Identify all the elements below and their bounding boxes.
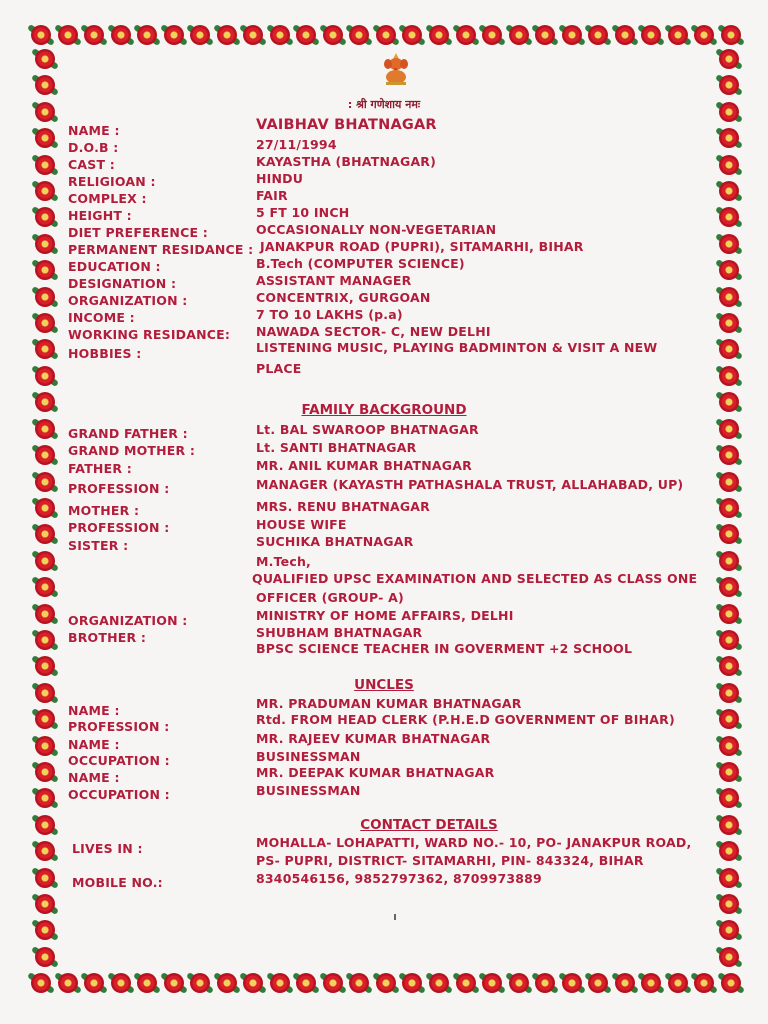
poinsettia-flower-icon xyxy=(718,946,740,968)
poinsettia-flower-icon xyxy=(718,233,740,255)
income-label: INCOME : xyxy=(68,310,135,325)
uncle2-name-value: MR. RAJEEV KUMAR BHATNAGAR xyxy=(256,731,491,746)
poinsettia-flower-icon xyxy=(34,550,56,572)
mantra-text: : श्री गणेशाय नमः xyxy=(347,98,421,111)
poinsettia-flower-icon xyxy=(718,312,740,334)
poinsettia-flower-icon xyxy=(718,761,740,783)
poinsettia-flower-icon xyxy=(561,972,583,994)
poinsettia-flower-icon xyxy=(693,972,715,994)
mother-profession-label: PROFESSION : xyxy=(68,520,170,535)
uncle1-name-label: NAME : xyxy=(68,703,120,718)
poinsettia-flower-icon xyxy=(640,24,662,46)
poinsettia-flower-icon xyxy=(83,972,105,994)
sister-label: SISTER : xyxy=(68,538,129,553)
poinsettia-flower-icon xyxy=(30,24,52,46)
working-residence-value: NAWADA SECTOR- C, NEW DELHI xyxy=(256,324,491,339)
name-label: NAME : xyxy=(68,123,120,138)
poinsettia-flower-icon xyxy=(718,127,740,149)
dob-value: 27/11/1994 xyxy=(256,137,337,152)
height-label: HEIGHT : xyxy=(68,208,132,223)
poinsettia-flower-icon xyxy=(295,972,317,994)
poinsettia-flower-icon xyxy=(718,154,740,176)
poinsettia-flower-icon xyxy=(720,24,742,46)
grandfather-label: GRAND FATHER : xyxy=(68,426,188,441)
brother-label: BROTHER : xyxy=(68,630,147,645)
poinsettia-flower-icon xyxy=(242,24,264,46)
father-label: FATHER : xyxy=(68,461,132,476)
poinsettia-flower-icon xyxy=(718,576,740,598)
poinsettia-flower-icon xyxy=(163,972,185,994)
grandfather-value: Lt. BAL SWAROOP BHATNAGAR xyxy=(256,422,479,437)
poinsettia-flower-icon xyxy=(587,24,609,46)
poinsettia-flower-icon xyxy=(242,972,264,994)
poinsettia-flower-icon xyxy=(614,24,636,46)
uncle1-profession-value: Rtd. FROM HEAD CLERK (P.H.E.D GOVERNMENT OF BIHAR) xyxy=(256,712,675,727)
poinsettia-flower-icon xyxy=(34,206,56,228)
father-profession-value: MANAGER (KAYASTH PATHASHALA TRUST, ALLAHABAD, UP) xyxy=(256,477,684,492)
ganesha-icon xyxy=(378,50,414,86)
poinsettia-flower-icon xyxy=(455,24,477,46)
poinsettia-flower-icon xyxy=(136,972,158,994)
poinsettia-flower-icon xyxy=(34,787,56,809)
poinsettia-flower-icon xyxy=(718,840,740,862)
cast-label: CAST : xyxy=(68,157,115,172)
poinsettia-flower-icon xyxy=(428,24,450,46)
diet-value: OCCASIONALLY NON-VEGETARIAN xyxy=(256,222,497,237)
poinsettia-flower-icon xyxy=(718,180,740,202)
poinsettia-flower-icon xyxy=(693,24,715,46)
grandmother-label: GRAND MOTHER : xyxy=(68,443,196,458)
poinsettia-flower-icon xyxy=(667,24,689,46)
poinsettia-flower-icon xyxy=(110,24,132,46)
poinsettia-flower-icon xyxy=(34,286,56,308)
poinsettia-flower-icon xyxy=(718,286,740,308)
uncle2-occupation-label: OCCUPATION : xyxy=(68,753,170,768)
poinsettia-flower-icon xyxy=(136,24,158,46)
poinsettia-flower-icon xyxy=(375,24,397,46)
dob-label: D.O.B : xyxy=(68,140,119,155)
poinsettia-flower-icon xyxy=(34,735,56,757)
lives-in-line2: PS- PUPRI, DISTRICT- SITAMARHI, PIN- 843324, BIHAR xyxy=(256,853,644,868)
poinsettia-flower-icon xyxy=(455,972,477,994)
poinsettia-flower-icon xyxy=(163,24,185,46)
poinsettia-flower-icon xyxy=(34,840,56,862)
poinsettia-flower-icon xyxy=(718,74,740,96)
education-value: B.Tech (COMPUTER SCIENCE) xyxy=(256,256,465,271)
poinsettia-flower-icon xyxy=(34,180,56,202)
poinsettia-flower-icon xyxy=(216,24,238,46)
poinsettia-flower-icon xyxy=(720,972,742,994)
hobbies-value-line1: LISTENING MUSIC, PLAYING BADMINTON & VISIT A NEW xyxy=(256,340,658,355)
poinsettia-flower-icon xyxy=(34,946,56,968)
uncle3-name-value: MR. DEEPAK KUMAR BHATNAGAR xyxy=(256,765,495,780)
poinsettia-flower-icon xyxy=(269,972,291,994)
father-profession-label: PROFESSION : xyxy=(68,481,170,496)
sister-organization-label: ORGANIZATION : xyxy=(68,613,188,628)
poinsettia-flower-icon xyxy=(718,550,740,572)
poinsettia-flower-icon xyxy=(34,576,56,598)
poinsettia-flower-icon xyxy=(481,972,503,994)
poinsettia-flower-icon xyxy=(718,471,740,493)
poinsettia-flower-icon xyxy=(57,24,79,46)
poinsettia-flower-icon xyxy=(34,655,56,677)
poinsettia-flower-icon xyxy=(34,154,56,176)
residence-label: PERMANENT RESIDANCE : xyxy=(68,242,254,257)
poinsettia-flower-icon xyxy=(34,338,56,360)
mobile-label: MOBILE NO.: xyxy=(72,875,163,890)
poinsettia-flower-icon xyxy=(34,444,56,466)
sister-achievement-line2: OFFICER (GROUP- A) xyxy=(256,590,404,605)
poinsettia-flower-icon xyxy=(718,259,740,281)
poinsettia-flower-icon xyxy=(34,48,56,70)
poinsettia-flower-icon xyxy=(718,48,740,70)
poinsettia-flower-icon xyxy=(34,497,56,519)
mother-label: MOTHER : xyxy=(68,503,140,518)
uncle3-occupation-value: BUSINESSMAN xyxy=(256,783,361,798)
complex-label: COMPLEX : xyxy=(68,191,147,206)
poinsettia-flower-icon xyxy=(348,972,370,994)
poinsettia-flower-icon xyxy=(718,338,740,360)
poinsettia-flower-icon xyxy=(34,259,56,281)
designation-value: ASSISTANT MANAGER xyxy=(256,273,412,288)
lives-in-line1: MOHALLA- LOHAPATTI, WARD NO.- 10, PO- JANAKPUR ROAD, xyxy=(256,835,692,850)
poinsettia-flower-icon xyxy=(718,893,740,915)
diet-label: DIET PREFERENCE : xyxy=(68,225,208,240)
poinsettia-flower-icon xyxy=(34,893,56,915)
poinsettia-flower-icon xyxy=(34,761,56,783)
religion-label: RELIGIOAN : xyxy=(68,174,156,189)
poinsettia-flower-icon xyxy=(508,972,530,994)
working-residence-label: WORKING RESIDANCE: xyxy=(68,327,231,342)
cast-value: KAYASTHA (BHATNAGAR) xyxy=(256,154,437,169)
hobbies-value-line2: PLACE xyxy=(256,361,302,376)
complex-value: FAIR xyxy=(256,188,288,203)
poinsettia-flower-icon xyxy=(83,24,105,46)
poinsettia-flower-icon xyxy=(534,972,556,994)
sister-value: SUCHIKA BHATNAGAR xyxy=(256,534,414,549)
poinsettia-flower-icon xyxy=(269,24,291,46)
poinsettia-flower-icon xyxy=(587,972,609,994)
height-value: 5 FT 10 INCH xyxy=(256,205,350,220)
brother-value: SHUBHAM BHATNAGAR xyxy=(256,625,423,640)
poinsettia-flower-icon xyxy=(34,708,56,730)
poinsettia-flower-icon xyxy=(34,919,56,941)
poinsettia-flower-icon xyxy=(34,867,56,889)
poinsettia-flower-icon xyxy=(401,24,423,46)
father-value: MR. ANIL KUMAR BHATNAGAR xyxy=(256,458,472,473)
uncle2-name-label: NAME : xyxy=(68,737,120,752)
poinsettia-flower-icon xyxy=(718,867,740,889)
poinsettia-flower-icon xyxy=(718,787,740,809)
organization-value: CONCENTRIX, GURGOAN xyxy=(256,290,431,305)
contact-details-heading: CONTACT DETAILS xyxy=(360,817,498,833)
poinsettia-flower-icon xyxy=(110,972,132,994)
poinsettia-flower-icon xyxy=(216,972,238,994)
poinsettia-flower-icon xyxy=(401,972,423,994)
poinsettia-flower-icon xyxy=(428,972,450,994)
poinsettia-flower-icon xyxy=(30,972,52,994)
poinsettia-flower-icon xyxy=(34,629,56,651)
poinsettia-flower-icon xyxy=(34,418,56,440)
education-label: EDUCATION : xyxy=(68,259,161,274)
poinsettia-flower-icon xyxy=(34,471,56,493)
name-value: VAIBHAV BHATNAGAR xyxy=(256,117,437,133)
poinsettia-flower-icon xyxy=(34,74,56,96)
uncle3-name-label: NAME : xyxy=(68,770,120,785)
residence-value: JANAKPUR ROAD (PUPRI), SITAMARHI, BIHAR xyxy=(260,239,584,254)
uncle2-occupation-value: BUSINESSMAN xyxy=(256,749,361,764)
organization-label: ORGANIZATION : xyxy=(68,293,188,308)
hobbies-label: HOBBIES : xyxy=(68,346,142,361)
poinsettia-flower-icon xyxy=(348,24,370,46)
poinsettia-flower-icon xyxy=(34,603,56,625)
poinsettia-flower-icon xyxy=(718,444,740,466)
poinsettia-flower-icon xyxy=(718,497,740,519)
poinsettia-flower-icon xyxy=(189,24,211,46)
poinsettia-flower-icon xyxy=(34,365,56,387)
floral-border-bottom xyxy=(30,966,742,1000)
mobile-value: 8340546156, 9852797362, 8709973889 xyxy=(256,871,542,886)
mother-value: MRS. RENU BHATNAGAR xyxy=(256,499,431,514)
poinsettia-flower-icon xyxy=(718,629,740,651)
poinsettia-flower-icon xyxy=(718,523,740,545)
mother-profession-value: HOUSE WIFE xyxy=(256,517,347,532)
family-background-heading: FAMILY BACKGROUND xyxy=(301,402,467,418)
grandmother-value: Lt. SANTI BHATNAGAR xyxy=(256,440,417,455)
poinsettia-flower-icon xyxy=(34,523,56,545)
poinsettia-flower-icon xyxy=(667,972,689,994)
income-value: 7 TO 10 LAKHS (p.a) xyxy=(256,307,403,322)
poinsettia-flower-icon xyxy=(34,233,56,255)
poinsettia-flower-icon xyxy=(189,972,211,994)
poinsettia-flower-icon xyxy=(295,24,317,46)
poinsettia-flower-icon xyxy=(534,24,556,46)
poinsettia-flower-icon xyxy=(718,603,740,625)
poinsettia-flower-icon xyxy=(322,972,344,994)
sister-achievement-line1: QUALIFIED UPSC EXAMINATION AND SELECTED AS CLASS ONE xyxy=(252,571,698,586)
poinsettia-flower-icon xyxy=(718,206,740,228)
uncle3-occupation-label: OCCUPATION : xyxy=(68,787,170,802)
poinsettia-flower-icon xyxy=(640,972,662,994)
poinsettia-flower-icon xyxy=(34,312,56,334)
poinsettia-flower-icon xyxy=(561,24,583,46)
brother-job: BPSC SCIENCE TEACHER IN GOVERMENT +2 SCHOOL xyxy=(256,641,633,656)
designation-label: DESIGNATION : xyxy=(68,276,177,291)
poinsettia-flower-icon xyxy=(508,24,530,46)
poinsettia-flower-icon xyxy=(718,708,740,730)
poinsettia-flower-icon xyxy=(718,418,740,440)
uncles-heading: UNCLES xyxy=(354,677,414,693)
poinsettia-flower-icon xyxy=(718,919,740,941)
poinsettia-flower-icon xyxy=(614,972,636,994)
poinsettia-flower-icon xyxy=(718,735,740,757)
poinsettia-flower-icon xyxy=(718,655,740,677)
sister-organization-value: MINISTRY OF HOME AFFAIRS, DELHI xyxy=(256,608,514,623)
poinsettia-flower-icon xyxy=(718,365,740,387)
poinsettia-flower-icon xyxy=(322,24,344,46)
lives-in-label: LIVES IN : xyxy=(72,841,143,856)
poinsettia-flower-icon xyxy=(375,972,397,994)
poinsettia-flower-icon xyxy=(481,24,503,46)
poinsettia-flower-icon xyxy=(57,972,79,994)
uncle1-name-value: MR. PRADUMAN KUMAR BHATNAGAR xyxy=(256,696,522,711)
sister-education: M.Tech, xyxy=(256,554,311,569)
religion-value: HINDU xyxy=(256,171,304,186)
page-mark xyxy=(394,914,396,920)
uncle1-profession-label: PROFESSION : xyxy=(68,719,170,734)
poinsettia-flower-icon xyxy=(34,127,56,149)
floral-border-top xyxy=(30,20,742,50)
